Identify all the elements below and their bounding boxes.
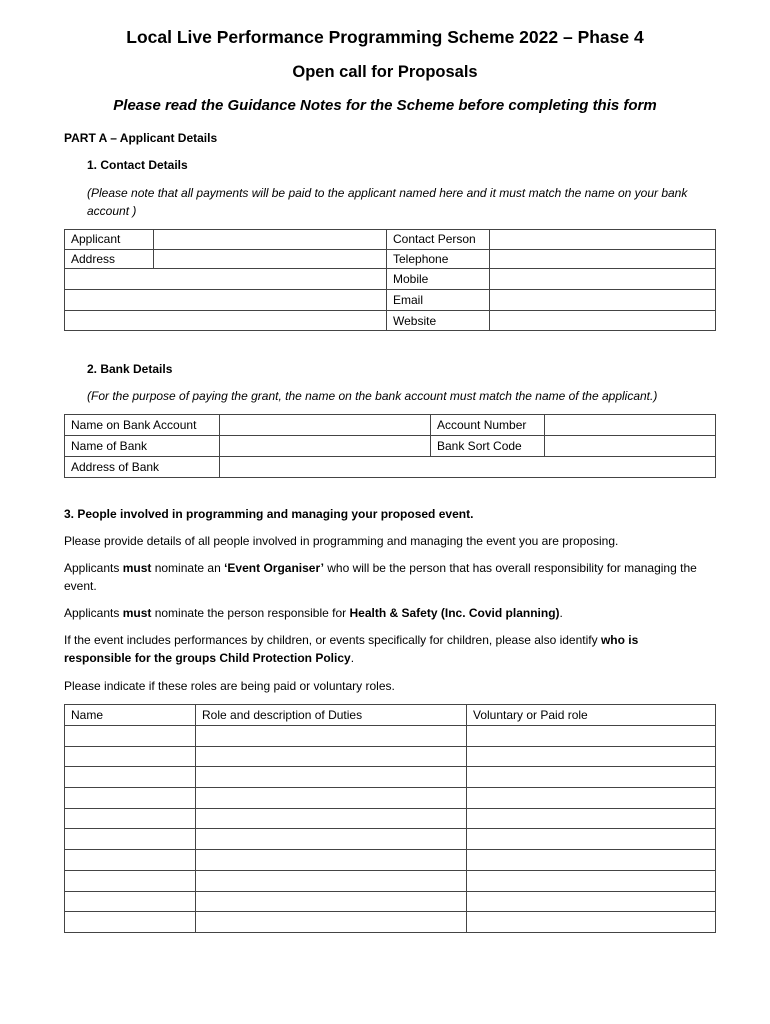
person-paid-voluntary-field[interactable] [467, 850, 716, 871]
person-role-field[interactable] [196, 746, 467, 767]
person-paid-voluntary-field[interactable] [467, 891, 716, 912]
p2-event-organiser: ‘Event Organiser’ [224, 561, 324, 575]
contact-person-field[interactable] [490, 230, 716, 250]
p4-text-a: If the event includes performances by children, or events specifically for children, please also identify [64, 633, 601, 647]
email-field[interactable] [490, 290, 716, 311]
telephone-label: Telephone [387, 249, 490, 269]
person-role-field[interactable] [196, 850, 467, 871]
mobile-label: Mobile [387, 269, 490, 290]
name-column-header: Name [65, 705, 196, 726]
child-protection-paragraph [64, 631, 704, 667]
role-column-header: Role and description of Duties [196, 705, 467, 726]
table-row [65, 457, 716, 478]
name-on-account-label: Name on Bank Account [65, 415, 220, 436]
person-role-field[interactable] [196, 912, 467, 933]
table-row [65, 311, 716, 331]
table-row [65, 249, 716, 269]
person-name-field[interactable] [65, 891, 196, 912]
person-role-field[interactable] [196, 726, 467, 747]
sort-code-field[interactable] [545, 436, 716, 457]
person-name-field[interactable] [65, 829, 196, 850]
table-row [65, 746, 716, 767]
account-number-field[interactable] [545, 415, 716, 436]
person-paid-voluntary-field[interactable] [467, 870, 716, 891]
person-paid-voluntary-field[interactable] [467, 746, 716, 767]
applicant-field[interactable] [154, 230, 387, 250]
address-field-line-4[interactable] [65, 311, 387, 331]
applicant-label: Applicant [65, 230, 154, 250]
table-row [65, 850, 716, 871]
form-subtitle: Open call for Proposals [292, 63, 478, 81]
people-involved-heading: 3. People involved in programming and managing your proposed event. [64, 507, 474, 521]
person-name-field[interactable] [65, 870, 196, 891]
p2-must: must [122, 561, 152, 575]
contact-details-note: (Please note that all payments will be paid to the applicant named here and it must match the name on your bank account ) [87, 186, 688, 218]
table-row [65, 269, 716, 290]
person-role-field[interactable] [196, 829, 467, 850]
bank-details-heading: 2. Bank Details [87, 362, 173, 376]
email-label: Email [387, 290, 490, 311]
address-of-bank-field[interactable] [220, 457, 716, 478]
p4-text-c: . [350, 651, 355, 665]
person-role-field[interactable] [196, 891, 467, 912]
bank-details-note: (For the purpose of paying the grant, the name on the bank account must match the name of the applicant.) [87, 389, 658, 403]
name-on-account-field[interactable] [220, 415, 431, 436]
person-paid-voluntary-field[interactable] [467, 808, 716, 829]
p4-child-protection: who is responsible for the groups Child Protection Policy [64, 633, 639, 665]
person-paid-voluntary-field[interactable] [467, 726, 716, 747]
table-row [65, 415, 716, 436]
address-of-bank-label: Address of Bank [65, 457, 220, 478]
telephone-field[interactable] [490, 249, 716, 269]
person-name-field[interactable] [65, 767, 196, 788]
table-row [65, 726, 716, 747]
p2-text-e: who will be the person that has overall responsibility for managing the event. [64, 561, 697, 593]
mobile-field[interactable] [490, 269, 716, 290]
people-involved-table [64, 704, 716, 933]
name-of-bank-label: Name of Bank [65, 436, 220, 457]
person-role-field[interactable] [196, 870, 467, 891]
table-row [65, 808, 716, 829]
contact-details-table [64, 229, 716, 331]
person-paid-voluntary-field[interactable] [467, 788, 716, 809]
bank-details-table [64, 414, 716, 478]
event-organiser-paragraph [64, 559, 704, 595]
health-safety-paragraph [64, 604, 563, 622]
person-paid-voluntary-field[interactable] [467, 912, 716, 933]
person-name-field[interactable] [65, 788, 196, 809]
person-role-field[interactable] [196, 788, 467, 809]
table-row [65, 230, 716, 250]
person-name-field[interactable] [65, 746, 196, 767]
roles-paid-voluntary-note: Please indicate if these roles are being paid or voluntary roles. [64, 679, 395, 693]
p3-must: must [122, 606, 152, 620]
contact-person-label: Contact Person [387, 230, 490, 250]
table-row [65, 891, 716, 912]
account-number-label: Account Number [431, 415, 545, 436]
table-row [65, 912, 716, 933]
form-title: Local Live Performance Programming Scheme 2022 – Phase 4 [126, 27, 644, 47]
table-row [65, 290, 716, 311]
person-name-field[interactable] [65, 726, 196, 747]
person-role-field[interactable] [196, 808, 467, 829]
address-field[interactable] [154, 249, 387, 269]
guidance-instruction: Please read the Guidance Notes for the Scheme before completing this form [113, 97, 657, 114]
contact-details-heading: 1. Contact Details [87, 158, 188, 172]
table-row [65, 436, 716, 457]
people-involved-intro: Please provide details of all people involved in programming and managing the event you are proposing. [64, 534, 619, 548]
p2-text-c: nominate an [151, 561, 225, 575]
table-row [65, 788, 716, 809]
address-field-line-2[interactable] [65, 269, 387, 290]
part-a-heading: PART A – Applicant Details [64, 131, 218, 145]
address-label: Address [65, 249, 154, 269]
p3-text-c: nominate the person responsible for [151, 606, 350, 620]
website-label: Website [387, 311, 490, 331]
person-name-field[interactable] [65, 850, 196, 871]
table-row [65, 767, 716, 788]
address-field-line-3[interactable] [65, 290, 387, 311]
person-name-field[interactable] [65, 808, 196, 829]
person-paid-voluntary-field[interactable] [467, 767, 716, 788]
table-row [65, 870, 716, 891]
name-of-bank-field[interactable] [220, 436, 431, 457]
sort-code-label: Bank Sort Code [431, 436, 545, 457]
p2-text-a: Applicants [64, 561, 123, 575]
p3-text-e: . [559, 606, 563, 620]
voluntary-paid-column-header: Voluntary or Paid role [467, 705, 716, 726]
table-row [65, 829, 716, 850]
person-paid-voluntary-field[interactable] [467, 829, 716, 850]
table-header-row [65, 705, 716, 726]
person-role-field[interactable] [196, 767, 467, 788]
website-field[interactable] [490, 311, 716, 331]
p3-health-safety: Health & Safety (Inc. Covid planning) [349, 606, 560, 620]
p3-text-a: Applicants [64, 606, 123, 620]
person-name-field[interactable] [65, 912, 196, 933]
